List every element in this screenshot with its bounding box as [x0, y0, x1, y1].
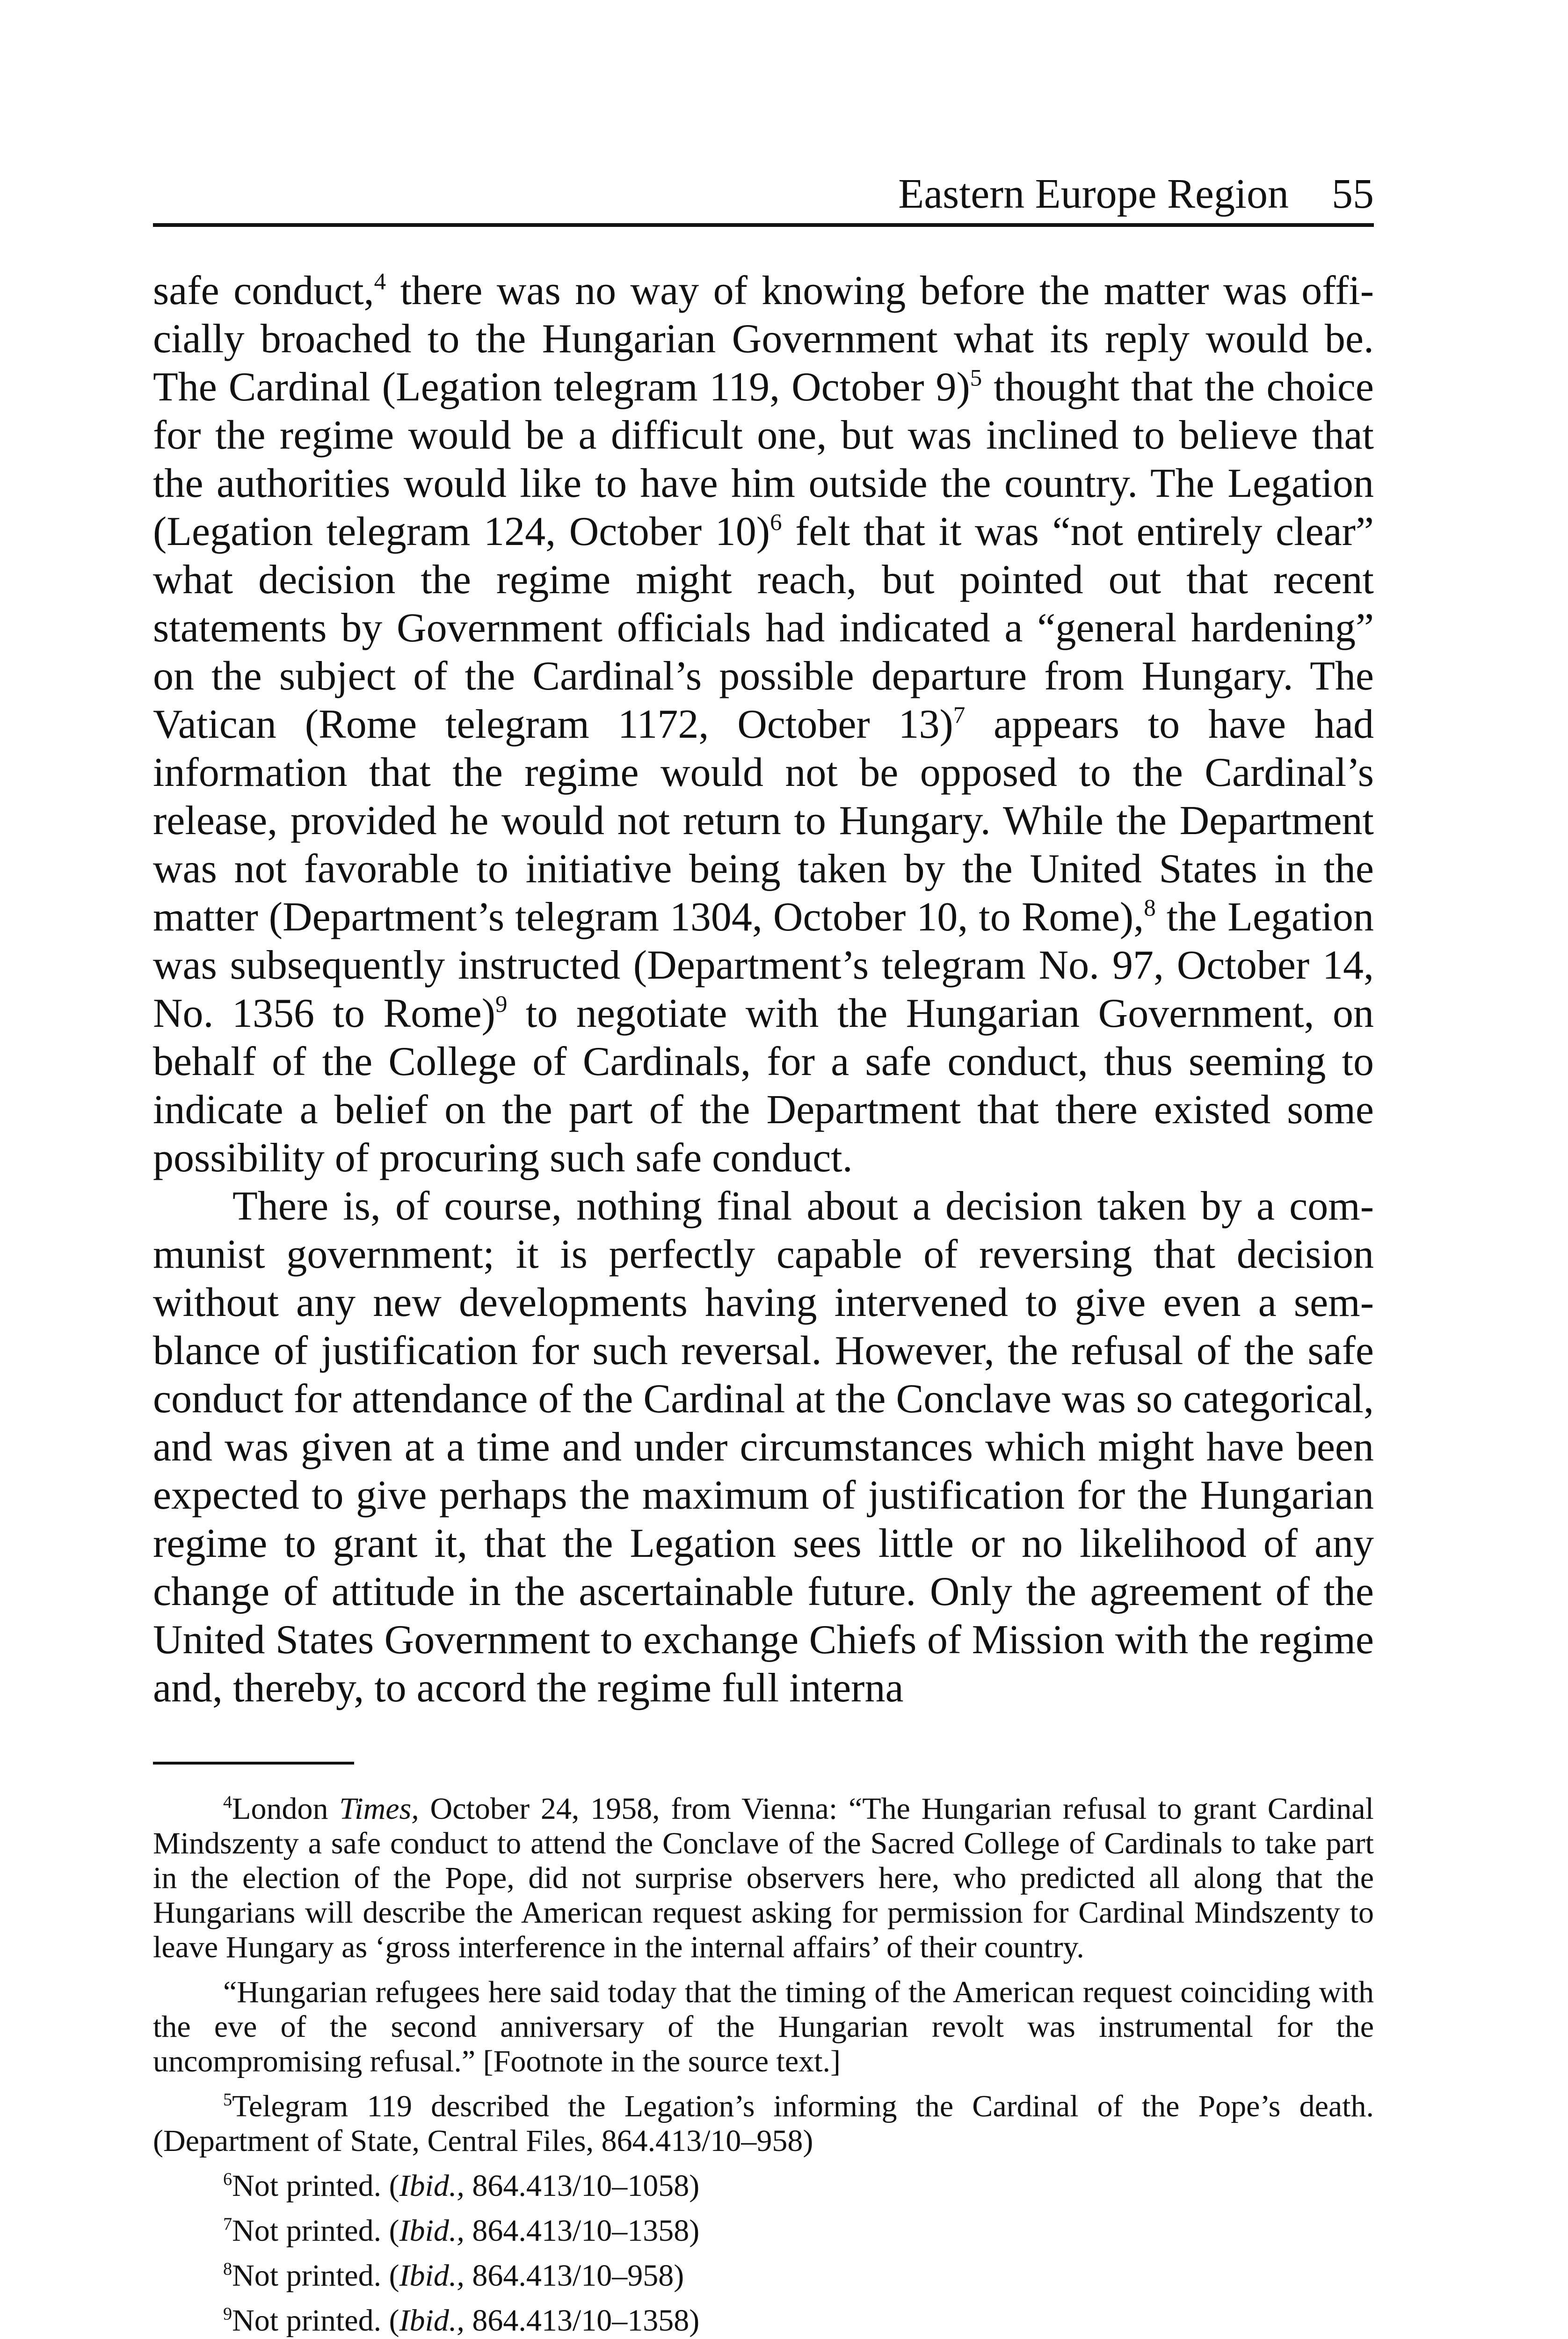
footnote-italic: Times, [339, 1792, 419, 1826]
footnote-text: Not printed. ( [232, 2169, 399, 2203]
footnote-italic: Ibid., [399, 2259, 465, 2293]
footnote-6 [153, 2169, 1374, 2203]
footnote-ref-5: 5 [970, 365, 982, 392]
footnote-ref-9: 9 [495, 991, 508, 1018]
footnote-5 [153, 2089, 1374, 2158]
paragraph-2: There is, of course, nothing final about a decision taken by a communist government; it is perfectly capable of reversing that decision without any new developments having intervened to give even a semblance of justification for such reversal. However, the refusal of the safe conduct for attendance of the Cardinal at the Conclave was so categorical, and was given at a time and under circumstances which might have been expected to give perhaps the maximum of justification for the Hungarian regime to grant it, that the Legation sees little or no likelihood of any change of attitude in the ascertainable future. Only the agreement of the United States Government to exchange Chiefs of Mission with the regime and, thereby, to accord the regime full interna [153, 1184, 1374, 1711]
paragraph-1-text: thought that the choice for the regime would be a difficult one, but was inclined to believe that the authorities would like to have him outside the country. The Legation (Legation telegram 124, October 10) [153, 364, 1374, 554]
footnote-italic: Ibid., [399, 2169, 465, 2203]
running-head-title: Eastern Europe Region [898, 171, 1289, 217]
footnote-4 [153, 1792, 1374, 1965]
footnotes [153, 1792, 1374, 2339]
body-text [153, 267, 1374, 1712]
footnote-text: 864.413/10–1358) [464, 2214, 700, 2248]
footnote-8 [153, 2259, 1374, 2293]
footnote-text: October 24, 1958, from Vienna: “The Hungarian refusal to grant Cardinal Mindszenty a safe conduct to attend the Conclave of the Sacred College of Cardinals to take part in the election of the Pope, did not surprise observers here, who predicted all along that the Hungarians will describe the American request asking for permission for Cardinal Mindszenty to leave Hungary as ‘gross interference in the internal affairs’ of their country. [153, 1792, 1374, 1964]
footnote-ref-4: 4 [374, 269, 386, 295]
footnote-number: 7 [223, 2214, 232, 2234]
paragraph-1-text: appears to have had information that the regime would not be opposed to the Cardinal’s release, provided he would not return to Hungary. While the Department was not favorable to initiative being taken by the United States in the matter (Department’s telegram 1304, October 10, to Rome), [153, 702, 1374, 940]
paragraph-1-text: to negotiate with the Hungarian Government, on behalf of the College of Cardinals, for a safe conduct, thus seeming to indicate a belief on the part of the Department that there existed some possibility of procuring such safe conduct. [153, 991, 1374, 1181]
footnote-7 [153, 2214, 1374, 2248]
footnote-text: Telegram 119 described the Legation’s informing the Cardinal of the Pope’s death. (Department of State, Central Files, 864.413/10–958) [153, 2089, 1374, 2158]
footnote-ref-6: 6 [770, 509, 782, 536]
footnote-italic: Ibid., [399, 2303, 465, 2338]
paragraph-1-text: felt that it was “not entirely clear” what decision the regime might reach, but pointed out that recent statements by Government officials had indicated a “general hardening” on the subject of the Cardinal’s possible departure from Hungary. The Vatican (Rome telegram 1172, October 13) [153, 509, 1374, 747]
footnote-text: 864.413/10–958) [464, 2259, 684, 2293]
footnote-4-continuation: “Hungarian refugees here said today that the timing of the American request coinciding with the eve of the second anniversary of the Hungarian revolt was instrumental for the uncompromising refusal.” [Footnote in the source text.] [153, 1975, 1374, 2078]
footnote-text: Not printed. ( [232, 2259, 399, 2293]
footnote-ref-7: 7 [953, 702, 965, 729]
footnote-text: Not printed. ( [232, 2303, 399, 2338]
paragraph-1-text: the Legation was subsequently instructed (Department’s telegram No. 97, October 14, No. 1356 to Rome) [153, 894, 1374, 1036]
footnote-text: Not printed. ( [232, 2214, 399, 2248]
paragraph-1 [153, 267, 1374, 1182]
footnote-9 [153, 2303, 1374, 2338]
running-head [153, 168, 1374, 220]
header-rule [153, 223, 1374, 227]
paragraph-1-text: there was no way of knowing before the matter was officially broached to the Hungarian Government what its reply would be. The Cardinal (Legation telegram 119, October 9) [153, 268, 1374, 410]
footnote-text: London [232, 1792, 340, 1826]
footnote-text: 864.413/10–1058) [464, 2169, 700, 2203]
footnote-number: 8 [223, 2259, 232, 2279]
paragraph-1-text: safe conduct, [153, 268, 374, 313]
footnote-number: 5 [223, 2090, 232, 2110]
footnote-ref-8: 8 [1144, 895, 1156, 922]
footnote-text: 864.413/10–1358) [464, 2303, 700, 2338]
footnote-rule [153, 1762, 354, 1765]
footnote-number: 9 [223, 2304, 232, 2324]
footnote-number: 4 [223, 1792, 232, 1812]
page-number: 55 [1332, 171, 1374, 217]
footnote-italic: Ibid., [399, 2214, 465, 2248]
footnote-number: 6 [223, 2169, 232, 2189]
